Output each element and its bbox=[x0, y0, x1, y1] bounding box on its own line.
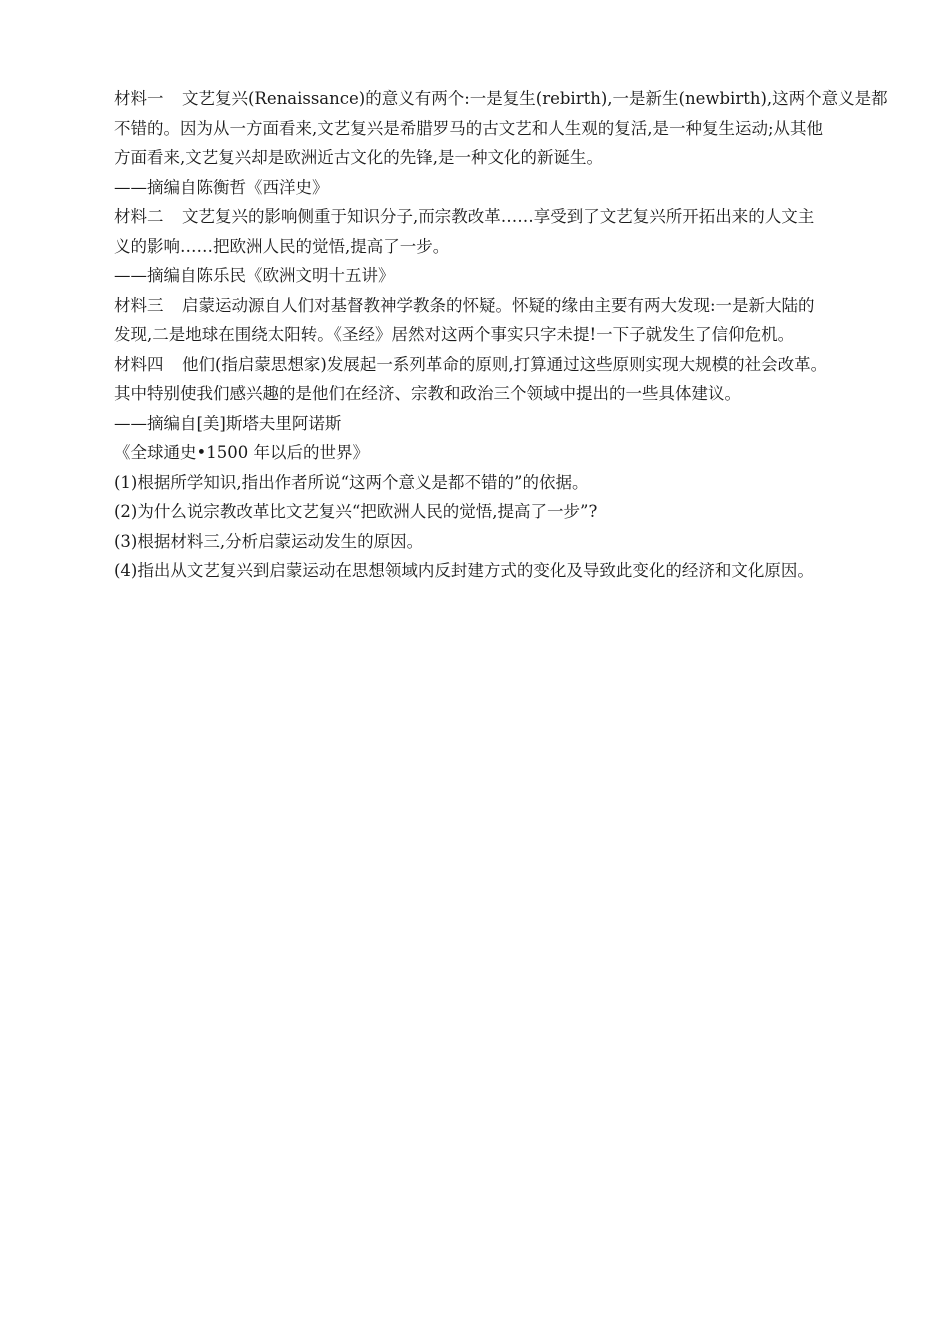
material-2-label: 材料二 bbox=[114, 207, 164, 226]
question-1: (1)根据所学知识,指出作者所说“这两个意义是都不错的”的依据。 bbox=[114, 472, 589, 492]
questions bbox=[114, 468, 844, 586]
material-1-label: 材料一 bbox=[114, 89, 164, 108]
document-body bbox=[114, 84, 888, 586]
material-1-line-3: 方面看来,文艺复兴却是欧洲近古文化的先锋,是一种文化的新诞生。 bbox=[114, 148, 603, 167]
material-4-label: 材料四 bbox=[114, 354, 164, 374]
material-3 bbox=[114, 291, 844, 350]
question-4: (4)指出从文艺复兴到启蒙运动在思想领域内反封建方式的变化及导致此变化的经济和文化原因。 bbox=[114, 561, 814, 580]
material-4-line-2: 其中特别使我们感兴趣的是他们在经济、宗教和政治三个领域中提出的一些具体建议。 bbox=[114, 384, 741, 403]
material-2-line-2: 义的影响……把欧洲人民的觉悟,提高了一步。 bbox=[114, 236, 450, 256]
material-4 bbox=[114, 350, 844, 468]
material-2 bbox=[114, 202, 844, 291]
material-1 bbox=[114, 84, 888, 202]
material-4-source-2: 《全球通史•1500 年以后的世界》 bbox=[114, 443, 369, 462]
question-3: (3)根据材料三,分析启蒙运动发生的原因。 bbox=[114, 531, 424, 551]
material-3-line-1 bbox=[114, 291, 844, 321]
material-2-line-1 bbox=[114, 202, 844, 232]
material-3-line-2: 发现,二是地球在围绕太阳转。《圣经》居然对这两个事实只字未提!一下子就发生了信仰危机。 bbox=[114, 325, 795, 344]
material-3-label: 材料三 bbox=[114, 295, 164, 315]
material-4-source-1: ——摘编自[美]斯塔夫里阿诺斯 bbox=[114, 413, 342, 433]
material-4-text-1: 他们(指启蒙思想家)发展起一系列革命的原则,打算通过这些原则实现大规模的社会改革。 bbox=[182, 354, 828, 374]
material-2-text-1: 文艺复兴的影响侧重于知识分子,而宗教改革……享受到了文艺复兴所开拓出来的人文主 bbox=[182, 207, 815, 226]
material-2-source: ——摘编自陈乐民《欧洲文明十五讲》 bbox=[114, 266, 395, 285]
material-1-line-2: 不错的。因为从一方面看来,文艺复兴是希腊罗马的古文艺和人生观的复活,是一种复生运动;从其他 bbox=[114, 118, 824, 138]
material-1-text-1: 文艺复兴(Renaissance)的意义有两个:一是复生(rebirth),一是新生(newbirth),这两个意义是都 bbox=[182, 89, 888, 108]
material-4-line-1 bbox=[114, 350, 844, 380]
material-1-line-1 bbox=[114, 84, 888, 114]
material-1-source: ——摘编自陈衡哲《西洋史》 bbox=[114, 177, 329, 197]
material-3-text-1: 启蒙运动源自人们对基督教神学教条的怀疑。怀疑的缘由主要有两大发现:一是新大陆的 bbox=[182, 295, 815, 315]
question-2: (2)为什么说宗教改革比文艺复兴“把欧洲人民的觉悟,提高了一步”? bbox=[114, 502, 598, 521]
